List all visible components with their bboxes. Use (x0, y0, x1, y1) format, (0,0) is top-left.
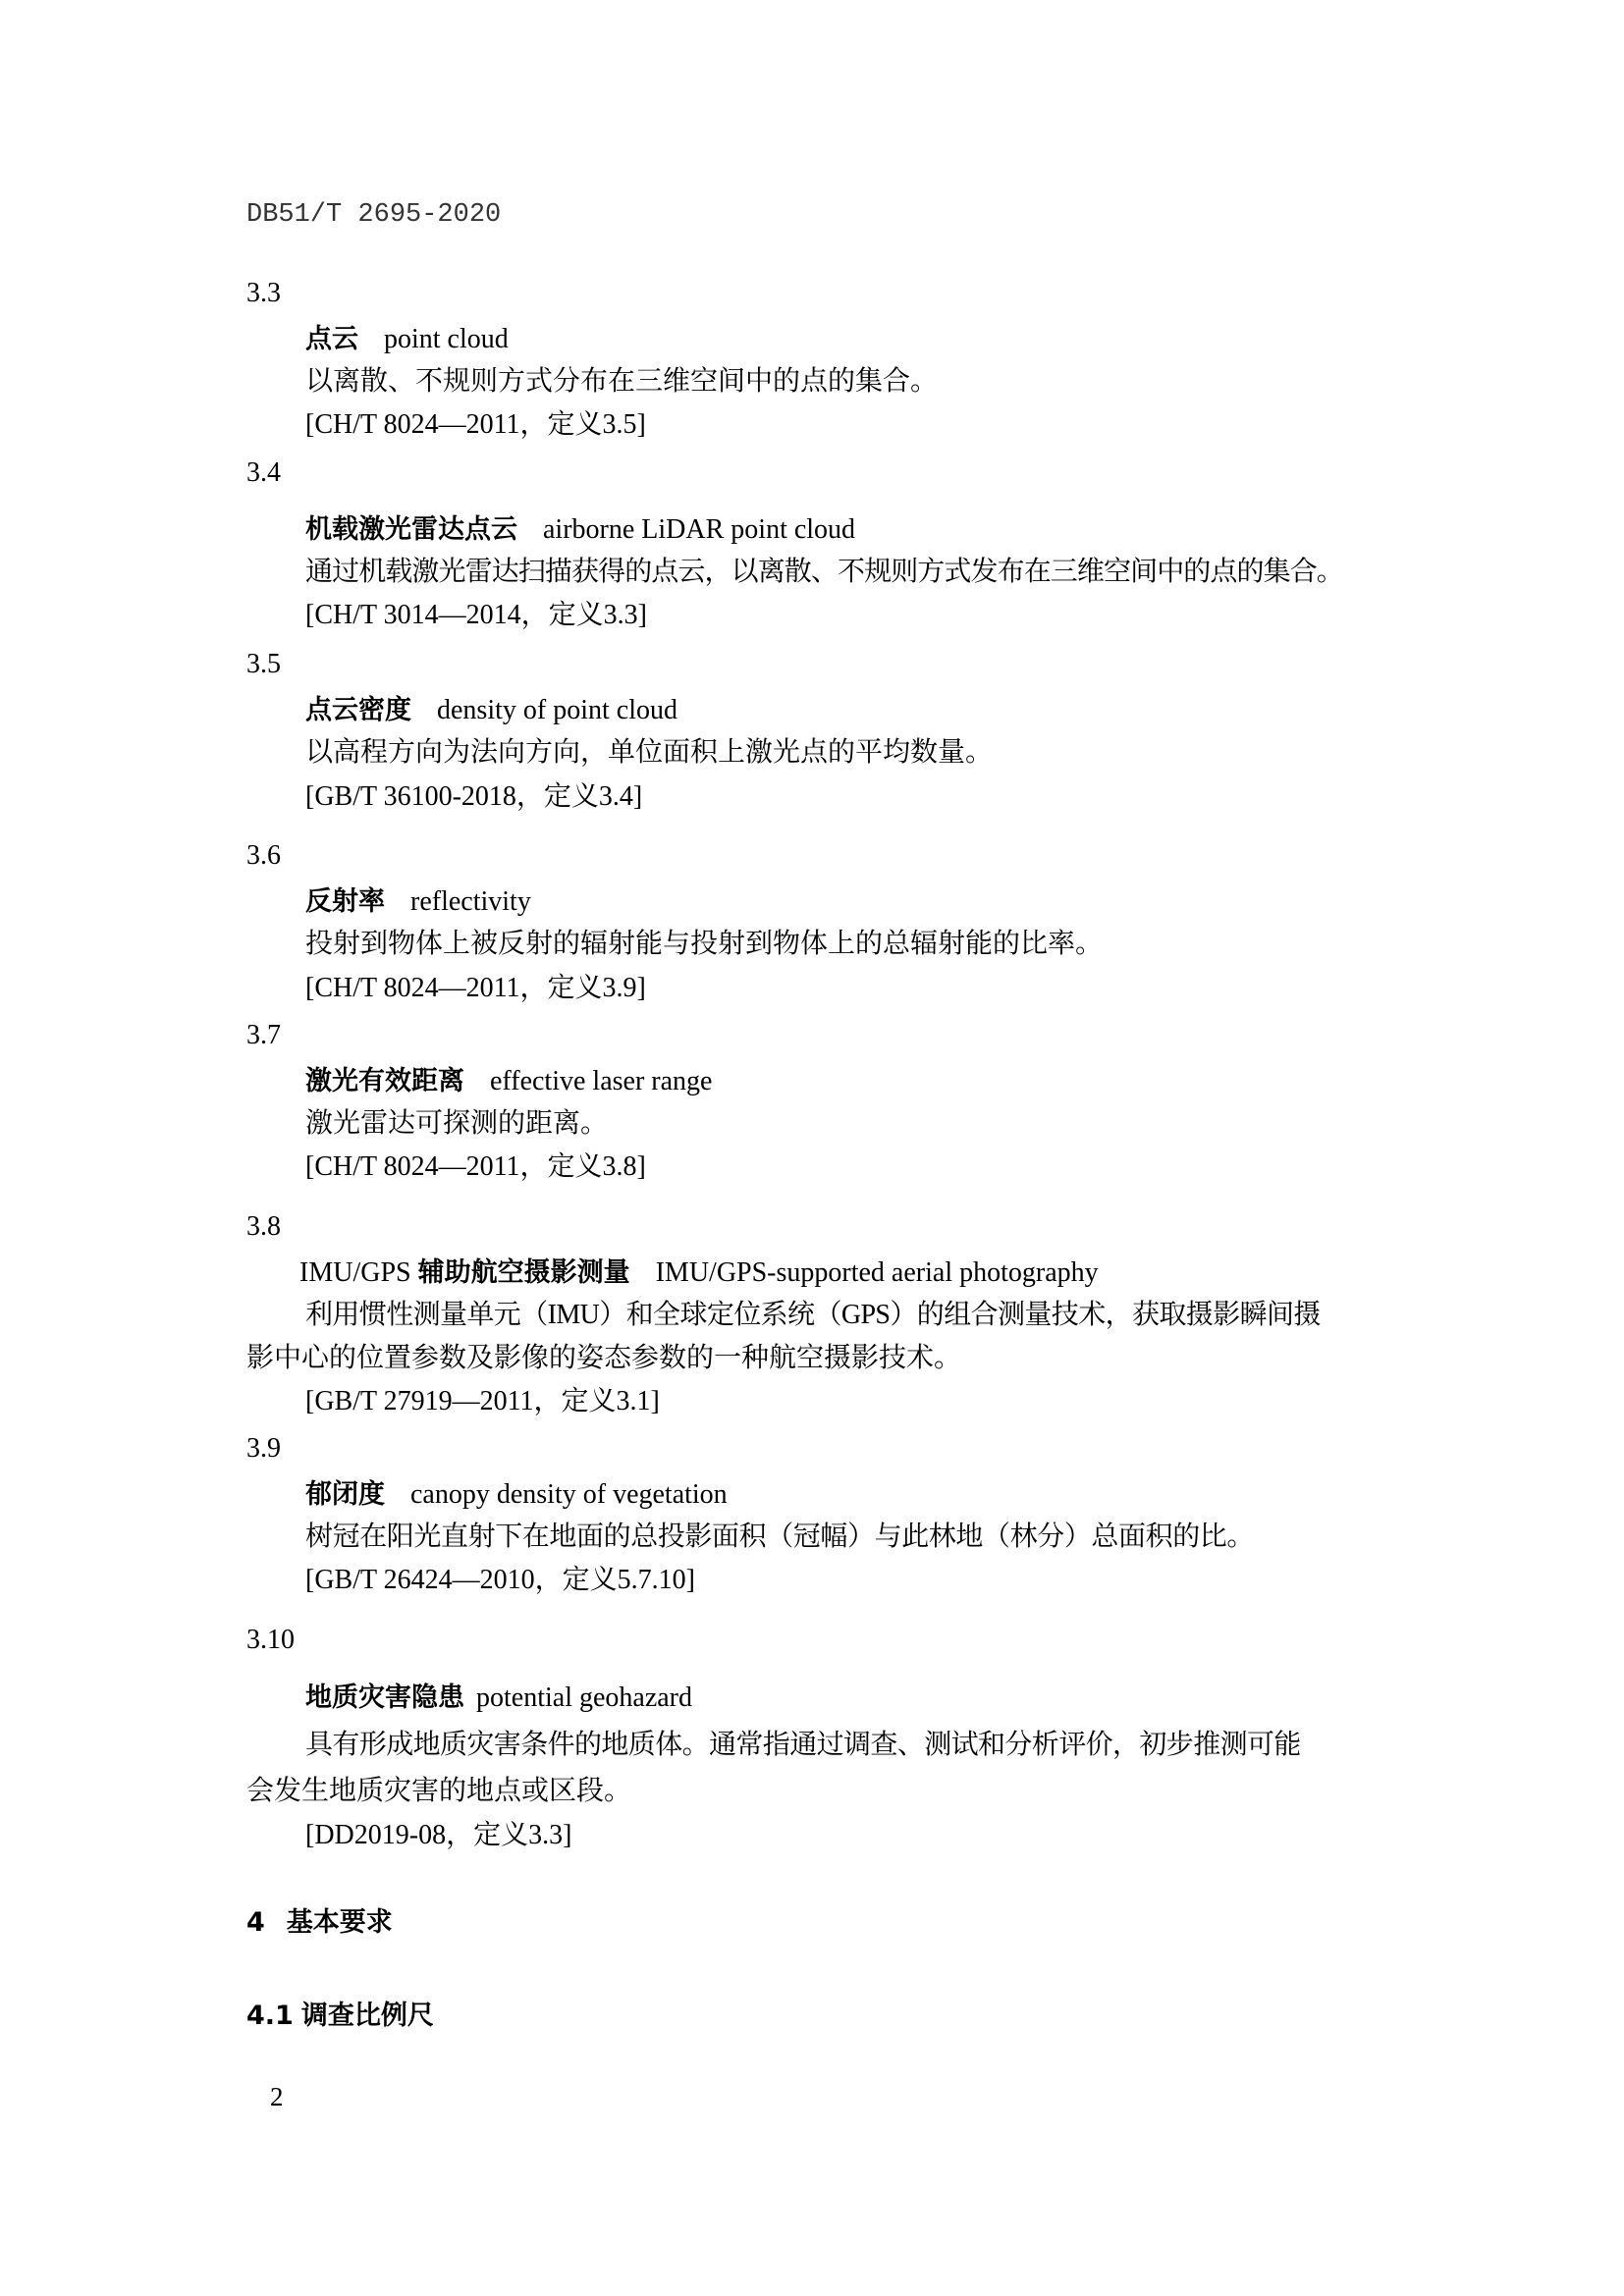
term-chinese: 点云 (305, 324, 358, 354)
subsection-number: 4.1 (246, 2001, 294, 2031)
term-source: [GB/T 27919—2011，定义3.1] (305, 1386, 660, 1416)
term-definition: 投射到物体上被反射的辐射能与投射到物体上的总辐射能的比率。 (305, 929, 1104, 959)
term-chinese: 辅助航空摄影测量 (417, 1257, 630, 1288)
term-heading (305, 885, 531, 919)
term-english: IMU/GPS-supported aerial photography (655, 1257, 1099, 1288)
term-definition: 以高程方向为法向方向，单位面积上激光点的平均数量。 (305, 737, 994, 768)
section-number: 4 (246, 1907, 265, 1938)
term-heading (305, 694, 677, 727)
term-source: [CH/T 8024—2011，定义3.9] (305, 973, 646, 1003)
term-definition: 通过机载激光雷达扫描获得的点云，以离散、不规则方式发布在三维空间中的点的集合。 (305, 557, 1343, 587)
term-english: canopy density of vegetation (410, 1479, 728, 1510)
clause-number: 3.7 (246, 1020, 281, 1050)
term-definition: 树冠在阳光直射下在地面的总投影面积（冠幅）与此林地（林分）总面积的比。 (305, 1522, 1255, 1552)
term-source: [DD2019-08，定义3.3] (305, 1820, 572, 1850)
term-chinese: 激光有效距离 (305, 1066, 464, 1096)
clause-number: 3.5 (246, 649, 281, 679)
term-definition: 利用惯性测量单元（IMU）和全球定位系统（GPS）的组合测量技术，获取摄影瞬间摄 (305, 1300, 1321, 1330)
term-english: potential geohazard (476, 1682, 693, 1713)
subsection-title: 调查比例尺 (300, 2001, 434, 2031)
term-english: density of point cloud (437, 695, 677, 725)
term-source: [GB/T 26424—2010，定义5.7.10] (305, 1565, 695, 1595)
term-definition: 以离散、不规则方式分布在三维空间中的点的集合。 (305, 366, 939, 397)
term-chinese: 反射率 (305, 886, 385, 917)
term-english: airborne LiDAR point cloud (543, 514, 856, 545)
term-source: [CH/T 3014—2014，定义3.3] (305, 600, 647, 630)
section-heading (246, 1906, 393, 1940)
term-heading (305, 1478, 728, 1512)
subsection-heading (246, 2000, 434, 2033)
term-definition-continued: 会发生地质灾害的地点或区段。 (246, 1776, 632, 1806)
term-chinese: 机载激光雷达点云 (305, 514, 517, 545)
term-source: [CH/T 8024—2011，定义3.5] (305, 409, 646, 440)
term-definition: 具有形成地质灾害条件的地质体。通常指通过调查、测试和分析评价，初步推测可能 (305, 1730, 1301, 1760)
clause-number: 3.6 (246, 840, 281, 871)
term-source: [GB/T 36100-2018，定义3.4] (305, 781, 643, 812)
term-definition: 激光雷达可探测的距离。 (305, 1108, 609, 1139)
term-heading (305, 1065, 712, 1098)
term-chinese-prefix: IMU/GPS (299, 1257, 411, 1288)
clause-number: 3.9 (246, 1433, 281, 1464)
document-code-header: DB51/T 2695-2020 (246, 200, 502, 230)
term-english: effective laser range (490, 1066, 713, 1096)
term-chinese: 点云密度 (305, 695, 411, 725)
term-english: reflectivity (410, 886, 531, 917)
term-english: point cloud (384, 324, 509, 354)
clause-number: 3.3 (246, 278, 281, 308)
page-number: 2 (270, 2082, 284, 2111)
clause-number: 3.4 (246, 457, 281, 488)
term-source: [CH/T 8024—2011，定义3.8] (305, 1151, 646, 1182)
term-heading (299, 1256, 1099, 1290)
term-chinese: 地质灾害隐患 (305, 1682, 464, 1713)
section-title: 基本要求 (286, 1907, 393, 1938)
term-heading (305, 1682, 692, 1715)
term-heading (305, 513, 855, 547)
term-definition-continued: 影中心的位置参数及影像的姿态参数的一种航空摄影技术。 (246, 1343, 962, 1373)
term-heading (305, 323, 509, 356)
term-chinese: 郁闭度 (305, 1479, 385, 1510)
clause-number: 3.8 (246, 1211, 281, 1242)
clause-number: 3.10 (246, 1625, 295, 1655)
